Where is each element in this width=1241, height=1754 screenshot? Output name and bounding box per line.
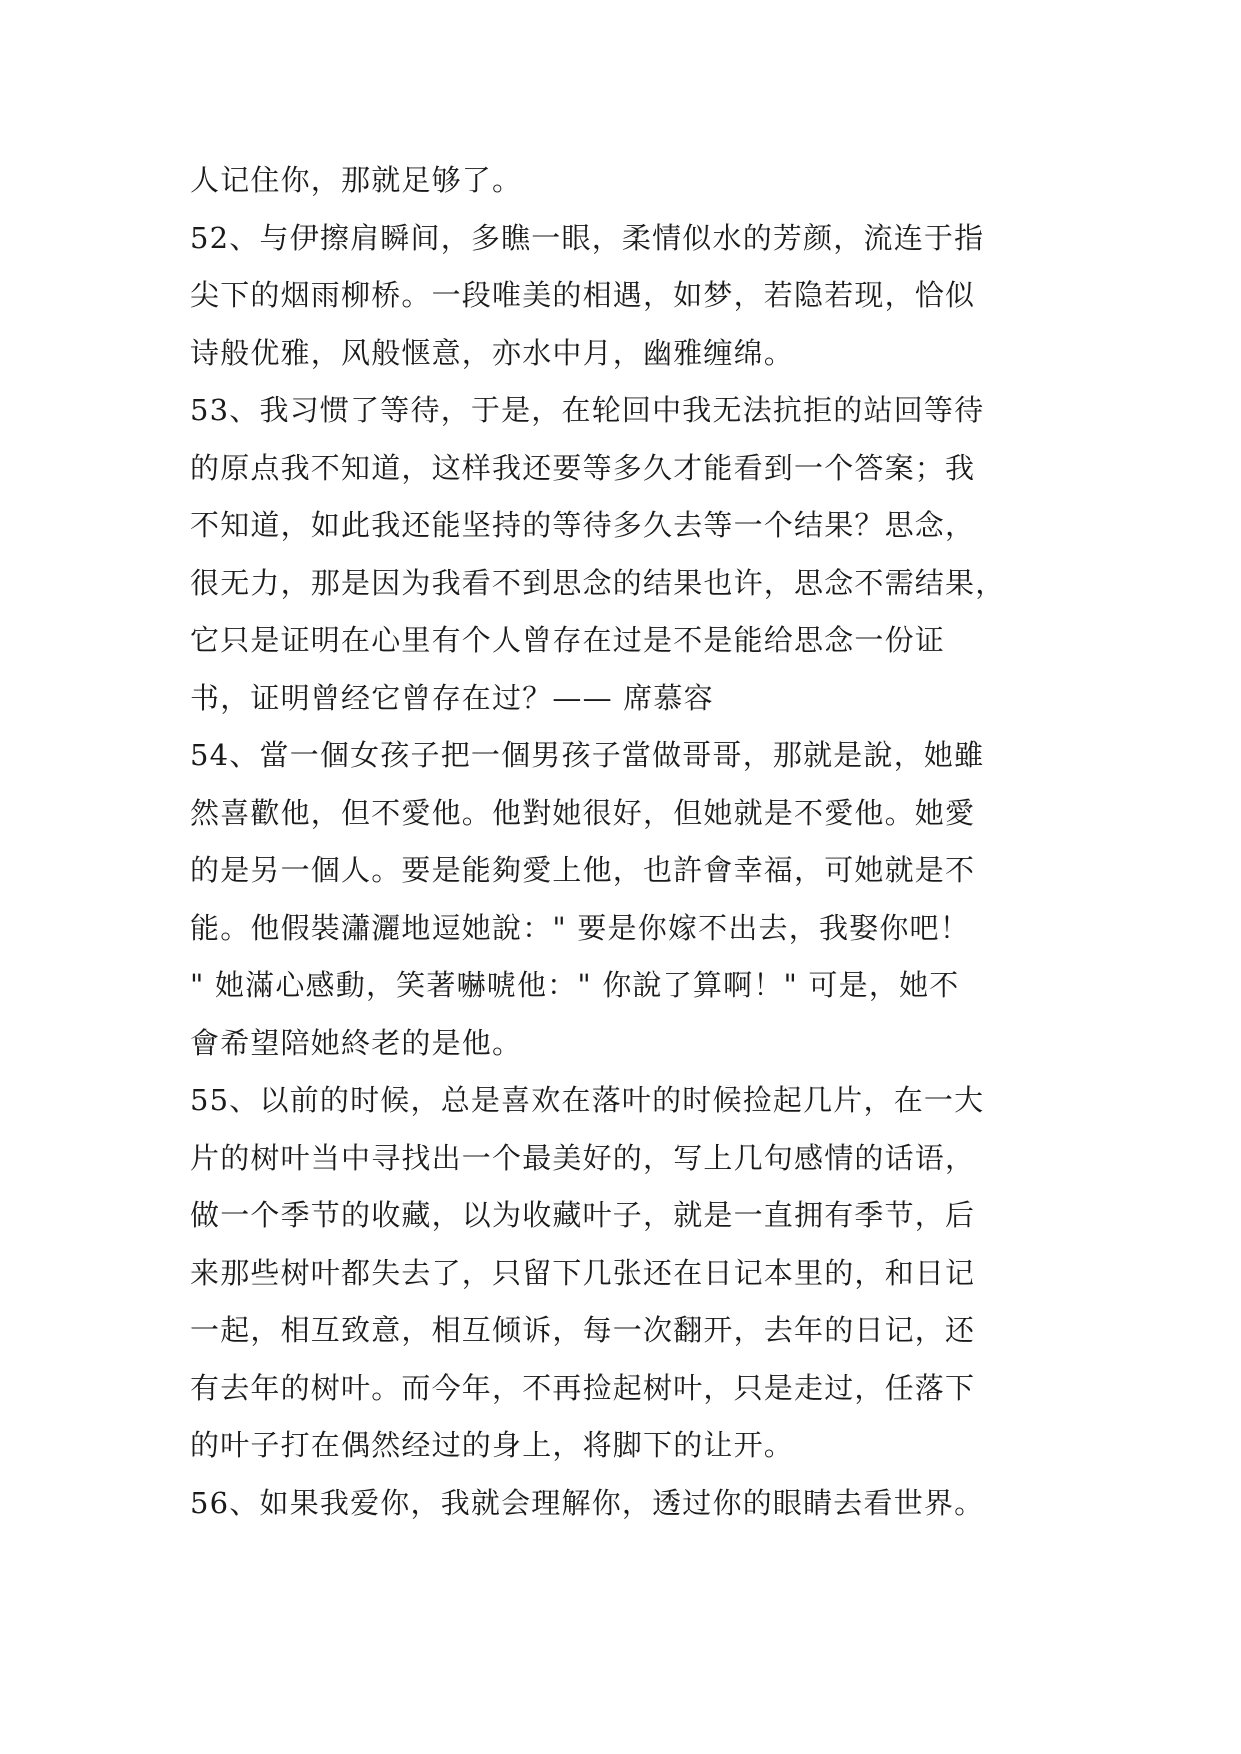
text-line: 人记住你，那就足够了。 [190, 163, 523, 197]
text-line: 不知道，如此我还能坚持的等待多久去等一个结果？思念， [190, 508, 976, 542]
text-line: 有去年的树叶。而今年，不再捡起树叶，只是走过，任落下 [190, 1370, 976, 1405]
text-line: 的是另一個人。要是能夠愛上他，也許會幸福，可她就是不 [190, 853, 976, 887]
text-line: 片的树叶当中寻找出一个最美好的，写上几句感情的话语， [190, 1140, 976, 1175]
text-line: 然喜歡他，但不愛他。他對她很好，但她就是不愛他。她愛 [190, 795, 976, 830]
text-line: 来那些树叶都失去了，只留下几张还在日记本里的，和日记 [190, 1255, 976, 1290]
text-line: 一起，相互致意，相互倾诉，每一次翻开，去年的日记，还 [190, 1313, 976, 1347]
text-body [190, 152, 1070, 1532]
text-line: " 她滿心感動，笑著嚇唬他：" 你說了算啊！" 可是，她不 [190, 968, 960, 1002]
text-line: 的叶子打在偶然经过的身上，将脚下的让开。 [190, 1428, 795, 1462]
text-line: 52、与伊擦肩瞬间，多瞧一眼，柔情似水的芳颜，流连于指 [190, 220, 985, 255]
text-line: 尖下的烟雨柳桥。一段唯美的相遇，如梦，若隐若现，恰似 [190, 278, 976, 312]
text-line: 做一个季节的收藏，以为收藏叶子，就是一直拥有季节，后 [190, 1198, 976, 1232]
text-line: 56、如果我爱你，我就会理解你，透过你的眼睛去看世界。 [190, 1485, 985, 1520]
text-line: 它只是证明在心里有个人曾存在过是不是能给思念一份证 [190, 623, 946, 657]
text-line: 55、以前的时候，总是喜欢在落叶的时候捡起几片，在一大 [190, 1083, 985, 1117]
text-line: 54、當一個女孩子把一個男孩子當做哥哥，那就是說，她雖 [190, 738, 985, 772]
text-line: 能。他假裝瀟灑地逗她說：" 要是你嫁不出去，我娶你吧！ [190, 910, 970, 945]
text-line: 53、我习惯了等待，于是，在轮回中我无法抗拒的站回等待 [190, 393, 985, 427]
text-line: 诗般优雅，风般惬意，亦水中月，幽雅缠绵。 [190, 335, 795, 370]
text-line: 很无力，那是因为我看不到思念的结果也许，思念不需结果， [190, 565, 1006, 600]
text-line: 的原点我不知道，这样我还要等多久才能看到一个答案；我 [190, 450, 976, 485]
text-line: 书，证明曾经它曾存在过？—— 席慕容 [190, 680, 714, 715]
text-line: 會希望陪她終老的是他。 [190, 1025, 523, 1060]
